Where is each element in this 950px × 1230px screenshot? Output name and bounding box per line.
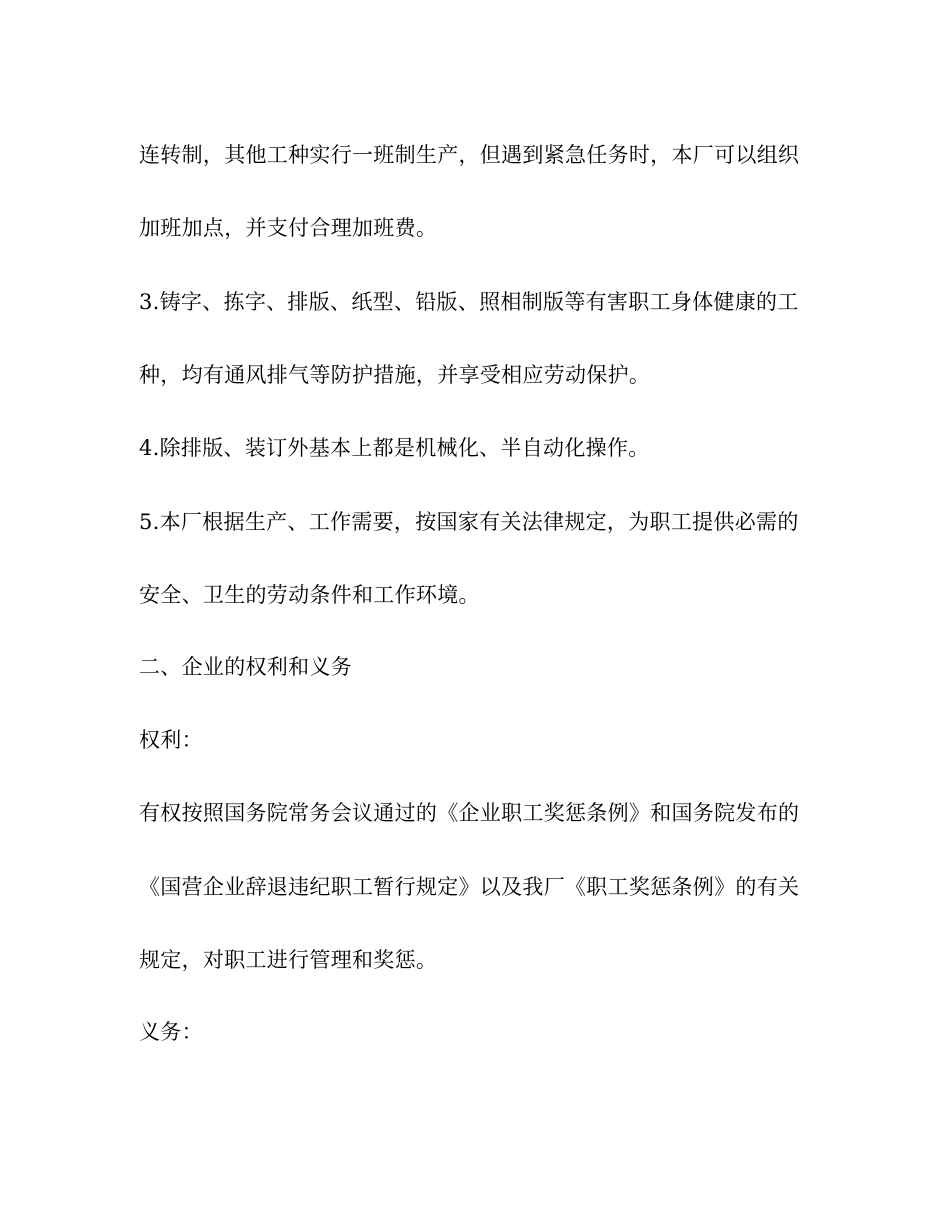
rights-heading: 权利： [139,728,203,752]
paragraph-line-1: 连转制，其他工种实行一班制生产，但遇到紧急任务时，本厂可以组织 [139,143,800,167]
section-heading: 二、企业的权利和义务 [139,655,352,679]
paragraph-line-12: 规定，对职工进行管理和奖惩。 [139,948,438,972]
obligations-heading: 义务： [139,1020,203,1044]
paragraph-line-11: 《国营企业辞退违纪职工暂行规定》以及我厂《职工奖惩条例》的有关 [139,875,800,899]
paragraph-line-3: 3.铸字、拣字、排版、纸型、铅版、照相制版等有害职工身体健康的工 [139,290,799,314]
paragraph-line-2: 加班加点，并支付合理加班费。 [139,216,438,240]
paragraph-line-4: 种，均有通风排气等防护措施，并享受相应劳动保护。 [139,363,651,387]
paragraph-line-6: 5.本厂根据生产、工作需要，按国家有关法律规定，为职工提供必需的 [139,510,799,534]
paragraph-line-7: 安全、卫生的劳动条件和工作环境。 [139,583,480,607]
paragraph-line-5: 4.除排版、装订外基本上都是机械化、半自动化操作。 [139,436,650,460]
paragraph-line-10: 有权按照国务院常务会议通过的《企业职工奖惩条例》和国务院发布的 [139,801,800,825]
